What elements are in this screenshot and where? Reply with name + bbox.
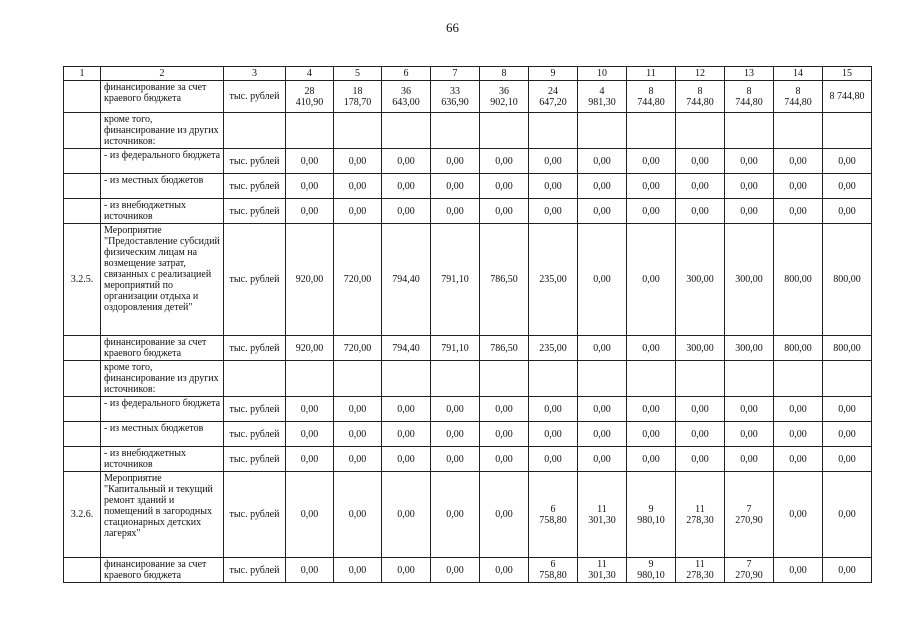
value-cell: 920,00 [286, 336, 334, 361]
row-unit: тыс. рублей [224, 422, 286, 447]
value-cell: 0,00 [627, 224, 676, 336]
value-cell: 11 278,30 [676, 472, 725, 558]
value-cell: 0,00 [823, 397, 872, 422]
value-cell: 720,00 [334, 336, 382, 361]
value-cell: 0,00 [627, 199, 676, 224]
value-cell: 0,00 [529, 174, 578, 199]
value-cell: 0,00 [725, 447, 774, 472]
value-cell [725, 361, 774, 397]
value-cell: 0,00 [725, 199, 774, 224]
table-row [64, 174, 872, 199]
table-row [64, 199, 872, 224]
column-header: 7 [431, 67, 480, 81]
value-cell: 0,00 [480, 149, 529, 174]
value-cell: 0,00 [725, 397, 774, 422]
row-unit: тыс. рублей [224, 558, 286, 583]
value-cell: 0,00 [286, 422, 334, 447]
value-cell: 0,00 [431, 558, 480, 583]
value-cell [286, 361, 334, 397]
value-cell: 0,00 [382, 447, 431, 472]
value-cell: 0,00 [334, 422, 382, 447]
value-cell: 0,00 [529, 422, 578, 447]
value-cell: 0,00 [480, 422, 529, 447]
value-cell: 0,00 [725, 174, 774, 199]
value-cell: 8 744,80 [725, 81, 774, 113]
value-cell: 7 270,90 [725, 558, 774, 583]
value-cell: 0,00 [480, 397, 529, 422]
value-cell: 0,00 [627, 397, 676, 422]
value-cell: 0,00 [823, 472, 872, 558]
value-cell: 0,00 [823, 447, 872, 472]
budget-table [63, 66, 872, 583]
value-cell: 0,00 [334, 397, 382, 422]
value-cell: 0,00 [334, 174, 382, 199]
value-cell [627, 113, 676, 149]
value-cell: 0,00 [334, 472, 382, 558]
value-cell: 0,00 [774, 422, 823, 447]
value-cell: 0,00 [431, 447, 480, 472]
value-cell [774, 113, 823, 149]
value-cell: 0,00 [578, 336, 627, 361]
column-header: 10 [578, 67, 627, 81]
table-row [64, 149, 872, 174]
value-cell [725, 113, 774, 149]
value-cell: 28 410,90 [286, 81, 334, 113]
value-cell: 0,00 [774, 472, 823, 558]
value-cell: 0,00 [823, 422, 872, 447]
value-cell: 0,00 [676, 199, 725, 224]
value-cell: 33 636,90 [431, 81, 480, 113]
row-description: - из федерального бюджета [101, 149, 224, 174]
row-number: 3.2.5. [64, 224, 101, 336]
value-cell: 0,00 [431, 174, 480, 199]
value-cell: 0,00 [774, 397, 823, 422]
row-description: финансирование за счет краевого бюджета [101, 558, 224, 583]
value-cell: 0,00 [286, 174, 334, 199]
value-cell: 0,00 [823, 149, 872, 174]
row-number [64, 422, 101, 447]
value-cell: 0,00 [578, 174, 627, 199]
value-cell: 0,00 [334, 447, 382, 472]
value-cell: 8 744,80 [774, 81, 823, 113]
value-cell: 0,00 [480, 447, 529, 472]
value-cell: 0,00 [725, 422, 774, 447]
row-number [64, 149, 101, 174]
value-cell: 0,00 [286, 472, 334, 558]
value-cell [823, 113, 872, 149]
column-header: 1 [64, 67, 101, 81]
value-cell: 4 981,30 [578, 81, 627, 113]
value-cell: 791,10 [431, 336, 480, 361]
column-header: 5 [334, 67, 382, 81]
value-cell: 0,00 [578, 397, 627, 422]
value-cell: 0,00 [480, 558, 529, 583]
value-cell [382, 361, 431, 397]
value-cell: 0,00 [286, 447, 334, 472]
table-row [64, 447, 872, 472]
value-cell: 800,00 [823, 224, 872, 336]
row-description: Мероприятие "Предоставление субсидий физическим лицам на возмещение затрат, связанных с реализацией мероприятий по организации отдыха и оздоровления детей" [101, 224, 224, 336]
value-cell [382, 113, 431, 149]
row-number [64, 336, 101, 361]
value-cell: 0,00 [578, 199, 627, 224]
value-cell: 0,00 [529, 199, 578, 224]
table-row [64, 361, 872, 397]
page-number: 66 [446, 20, 459, 35]
value-cell: 0,00 [431, 472, 480, 558]
row-description: кроме того, финансирование из других источников: [101, 113, 224, 149]
value-cell: 300,00 [725, 224, 774, 336]
value-cell: 0,00 [382, 199, 431, 224]
value-cell [334, 113, 382, 149]
table-row [64, 224, 872, 336]
value-cell: 0,00 [529, 149, 578, 174]
row-unit: тыс. рублей [224, 224, 286, 336]
row-number [64, 361, 101, 397]
column-header: 14 [774, 67, 823, 81]
value-cell: 0,00 [676, 149, 725, 174]
row-unit [224, 361, 286, 397]
value-cell: 0,00 [334, 558, 382, 583]
row-unit: тыс. рублей [224, 174, 286, 199]
row-unit: тыс. рублей [224, 149, 286, 174]
value-cell: 0,00 [774, 558, 823, 583]
row-description: финансирование за счет краевого бюджета [101, 336, 224, 361]
column-header: 8 [480, 67, 529, 81]
value-cell: 11 301,30 [578, 558, 627, 583]
value-cell: 800,00 [774, 224, 823, 336]
table-row [64, 422, 872, 447]
value-cell: 300,00 [676, 336, 725, 361]
value-cell: 0,00 [725, 149, 774, 174]
column-header: 9 [529, 67, 578, 81]
value-cell [480, 361, 529, 397]
value-cell [431, 113, 480, 149]
value-cell: 720,00 [334, 224, 382, 336]
value-cell: 0,00 [774, 199, 823, 224]
value-cell [774, 361, 823, 397]
value-cell: 0,00 [334, 199, 382, 224]
value-cell: 300,00 [676, 224, 725, 336]
column-header: 2 [101, 67, 224, 81]
column-header: 13 [725, 67, 774, 81]
row-unit: тыс. рублей [224, 81, 286, 113]
value-cell: 18 178,70 [334, 81, 382, 113]
value-cell: 0,00 [676, 422, 725, 447]
value-cell: 300,00 [725, 336, 774, 361]
value-cell [676, 113, 725, 149]
value-cell: 0,00 [382, 149, 431, 174]
value-cell [529, 113, 578, 149]
header-row [64, 67, 872, 81]
value-cell: 8 744,80 [823, 81, 872, 113]
value-cell: 7 270,90 [725, 472, 774, 558]
value-cell: 800,00 [774, 336, 823, 361]
value-cell [627, 361, 676, 397]
row-number [64, 397, 101, 422]
row-description: финансирование за счет краевого бюджета [101, 81, 224, 113]
value-cell: 0,00 [382, 472, 431, 558]
value-cell: 235,00 [529, 336, 578, 361]
value-cell: 0,00 [529, 447, 578, 472]
column-header: 12 [676, 67, 725, 81]
value-cell: 0,00 [823, 199, 872, 224]
row-number: 3.2.6. [64, 472, 101, 558]
row-description: - из местных бюджетов [101, 422, 224, 447]
value-cell: 0,00 [823, 558, 872, 583]
value-cell: 0,00 [627, 422, 676, 447]
value-cell: 235,00 [529, 224, 578, 336]
value-cell: 0,00 [286, 149, 334, 174]
row-unit [224, 113, 286, 149]
value-cell: 0,00 [676, 397, 725, 422]
row-unit: тыс. рублей [224, 397, 286, 422]
value-cell: 0,00 [578, 447, 627, 472]
value-cell [334, 361, 382, 397]
table-row [64, 336, 872, 361]
row-number [64, 174, 101, 199]
value-cell: 8 744,80 [676, 81, 725, 113]
value-cell: 0,00 [431, 149, 480, 174]
row-description: Мероприятие "Капитальный и текущий ремонт зданий и помещений в загородных стационарных детских лагерях" [101, 472, 224, 558]
value-cell [578, 113, 627, 149]
value-cell: 0,00 [627, 149, 676, 174]
value-cell [676, 361, 725, 397]
value-cell: 920,00 [286, 224, 334, 336]
value-cell: 9 980,10 [627, 558, 676, 583]
column-header: 3 [224, 67, 286, 81]
value-cell: 786,50 [480, 336, 529, 361]
value-cell: 6 758,80 [529, 472, 578, 558]
value-cell: 11 301,30 [578, 472, 627, 558]
value-cell: 0,00 [774, 174, 823, 199]
row-number [64, 199, 101, 224]
row-unit: тыс. рублей [224, 336, 286, 361]
row-description: - из федерального бюджета [101, 397, 224, 422]
table-row [64, 81, 872, 113]
column-header: 11 [627, 67, 676, 81]
value-cell: 0,00 [382, 397, 431, 422]
row-description: - из внебюджетных источников [101, 447, 224, 472]
value-cell: 0,00 [286, 558, 334, 583]
value-cell: 0,00 [627, 174, 676, 199]
row-number [64, 558, 101, 583]
row-number [64, 447, 101, 472]
table-row [64, 397, 872, 422]
value-cell: 0,00 [431, 199, 480, 224]
value-cell: 0,00 [578, 224, 627, 336]
value-cell: 0,00 [334, 149, 382, 174]
table-row [64, 472, 872, 558]
value-cell: 0,00 [774, 447, 823, 472]
value-cell [529, 361, 578, 397]
row-unit: тыс. рублей [224, 199, 286, 224]
value-cell: 791,10 [431, 224, 480, 336]
value-cell: 0,00 [578, 149, 627, 174]
value-cell: 0,00 [480, 472, 529, 558]
value-cell: 0,00 [627, 336, 676, 361]
value-cell: 0,00 [382, 558, 431, 583]
value-cell: 0,00 [529, 397, 578, 422]
value-cell [480, 113, 529, 149]
value-cell [578, 361, 627, 397]
value-cell [431, 361, 480, 397]
row-description: кроме того, финансирование из других источников: [101, 361, 224, 397]
value-cell: 794,40 [382, 336, 431, 361]
row-number [64, 113, 101, 149]
table-row [64, 558, 872, 583]
value-cell: 36 643,00 [382, 81, 431, 113]
value-cell: 0,00 [382, 422, 431, 447]
row-description: - из местных бюджетов [101, 174, 224, 199]
row-unit: тыс. рублей [224, 447, 286, 472]
row-number [64, 81, 101, 113]
value-cell: 6 758,80 [529, 558, 578, 583]
value-cell: 0,00 [431, 422, 480, 447]
value-cell: 9 980,10 [627, 472, 676, 558]
column-header: 15 [823, 67, 872, 81]
value-cell: 0,00 [676, 174, 725, 199]
value-cell: 0,00 [774, 149, 823, 174]
row-unit: тыс. рублей [224, 472, 286, 558]
value-cell: 0,00 [823, 174, 872, 199]
value-cell: 0,00 [676, 447, 725, 472]
value-cell: 0,00 [286, 397, 334, 422]
value-cell [823, 361, 872, 397]
column-header: 4 [286, 67, 334, 81]
value-cell [286, 113, 334, 149]
value-cell: 24 647,20 [529, 81, 578, 113]
row-description: - из внебюджетных источников [101, 199, 224, 224]
value-cell: 0,00 [578, 422, 627, 447]
value-cell: 800,00 [823, 336, 872, 361]
value-cell: 36 902,10 [480, 81, 529, 113]
value-cell: 0,00 [480, 174, 529, 199]
value-cell: 0,00 [382, 174, 431, 199]
value-cell: 0,00 [627, 447, 676, 472]
column-header: 6 [382, 67, 431, 81]
value-cell: 0,00 [431, 397, 480, 422]
value-cell: 786,50 [480, 224, 529, 336]
value-cell: 8 744,80 [627, 81, 676, 113]
value-cell: 11 278,30 [676, 558, 725, 583]
value-cell: 794,40 [382, 224, 431, 336]
value-cell: 0,00 [480, 199, 529, 224]
value-cell: 0,00 [286, 199, 334, 224]
table-row [64, 113, 872, 149]
